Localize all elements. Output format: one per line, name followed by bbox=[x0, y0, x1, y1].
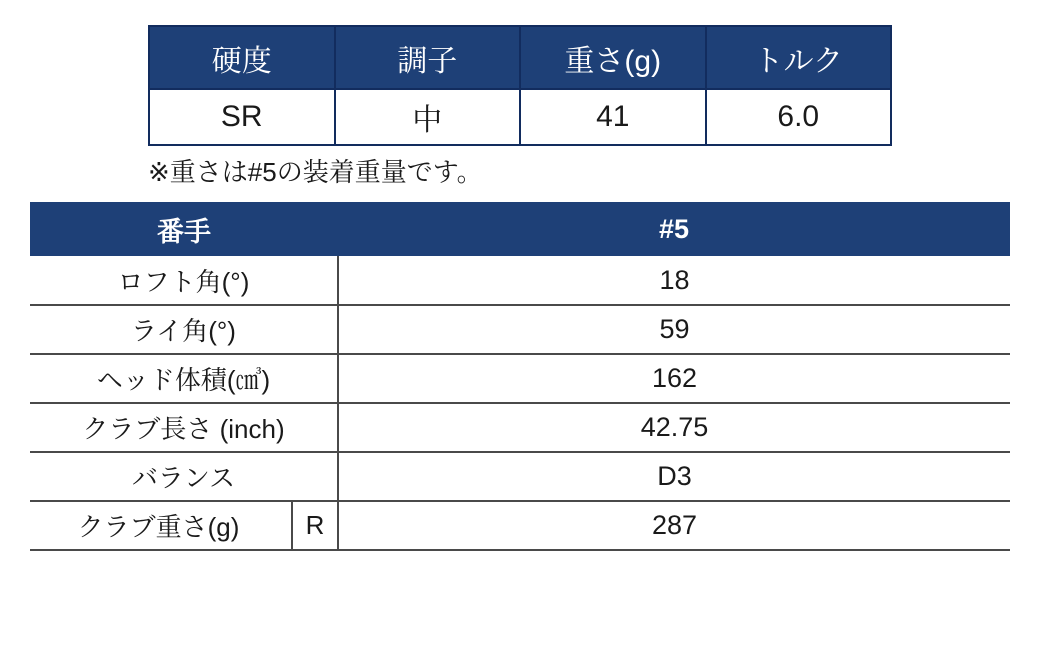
spec-value-loft: 18 bbox=[338, 256, 1010, 305]
spec-label-loft: ロフト角(°) bbox=[30, 256, 338, 305]
table-row bbox=[30, 256, 1010, 305]
spec-label-balance: バランス bbox=[30, 452, 338, 501]
club-spec-table bbox=[30, 202, 1010, 551]
spec-sublabel-flex-r: R bbox=[292, 501, 338, 550]
spec-label-lie: ライ角(°) bbox=[30, 305, 338, 354]
spec-label-club-weight: クラブ重さ(g) bbox=[30, 501, 292, 550]
club-header-number: 番手 bbox=[30, 202, 338, 256]
shaft-header-flexpoint: 調子 bbox=[335, 26, 521, 89]
shaft-header-torque: トルク bbox=[706, 26, 892, 89]
spec-value-head-volume: 162 bbox=[338, 354, 1010, 403]
table-row bbox=[30, 452, 1010, 501]
shaft-spec-table bbox=[148, 25, 892, 146]
weight-note: ※重さは#5の装着重量です。 bbox=[148, 157, 483, 187]
spec-value-club-weight: 287 bbox=[338, 501, 1010, 550]
spec-value-lie: 59 bbox=[338, 305, 1010, 354]
spec-value-balance: D3 bbox=[338, 452, 1010, 501]
spec-label-head-volume: ヘッド体積(㎤) bbox=[30, 354, 338, 403]
shaft-value-flexpoint: 中 bbox=[335, 89, 521, 145]
shaft-spec-value-row bbox=[149, 89, 891, 145]
shaft-value-torque: 6.0 bbox=[706, 89, 892, 145]
club-header-club5: #5 bbox=[338, 202, 1010, 256]
club-spec-header-row bbox=[30, 202, 1010, 256]
spec-label-club-length: クラブ長さ (inch) bbox=[30, 403, 338, 452]
table-row bbox=[30, 403, 1010, 452]
shaft-spec-header-row bbox=[149, 26, 891, 89]
spec-value-club-length: 42.75 bbox=[338, 403, 1010, 452]
shaft-header-weight: 重さ(g) bbox=[520, 26, 706, 89]
table-row bbox=[30, 501, 1010, 550]
table-row bbox=[30, 305, 1010, 354]
table-row bbox=[30, 354, 1010, 403]
shaft-value-hardness: SR bbox=[149, 89, 335, 145]
shaft-header-hardness: 硬度 bbox=[149, 26, 335, 89]
shaft-value-weight: 41 bbox=[520, 89, 706, 145]
